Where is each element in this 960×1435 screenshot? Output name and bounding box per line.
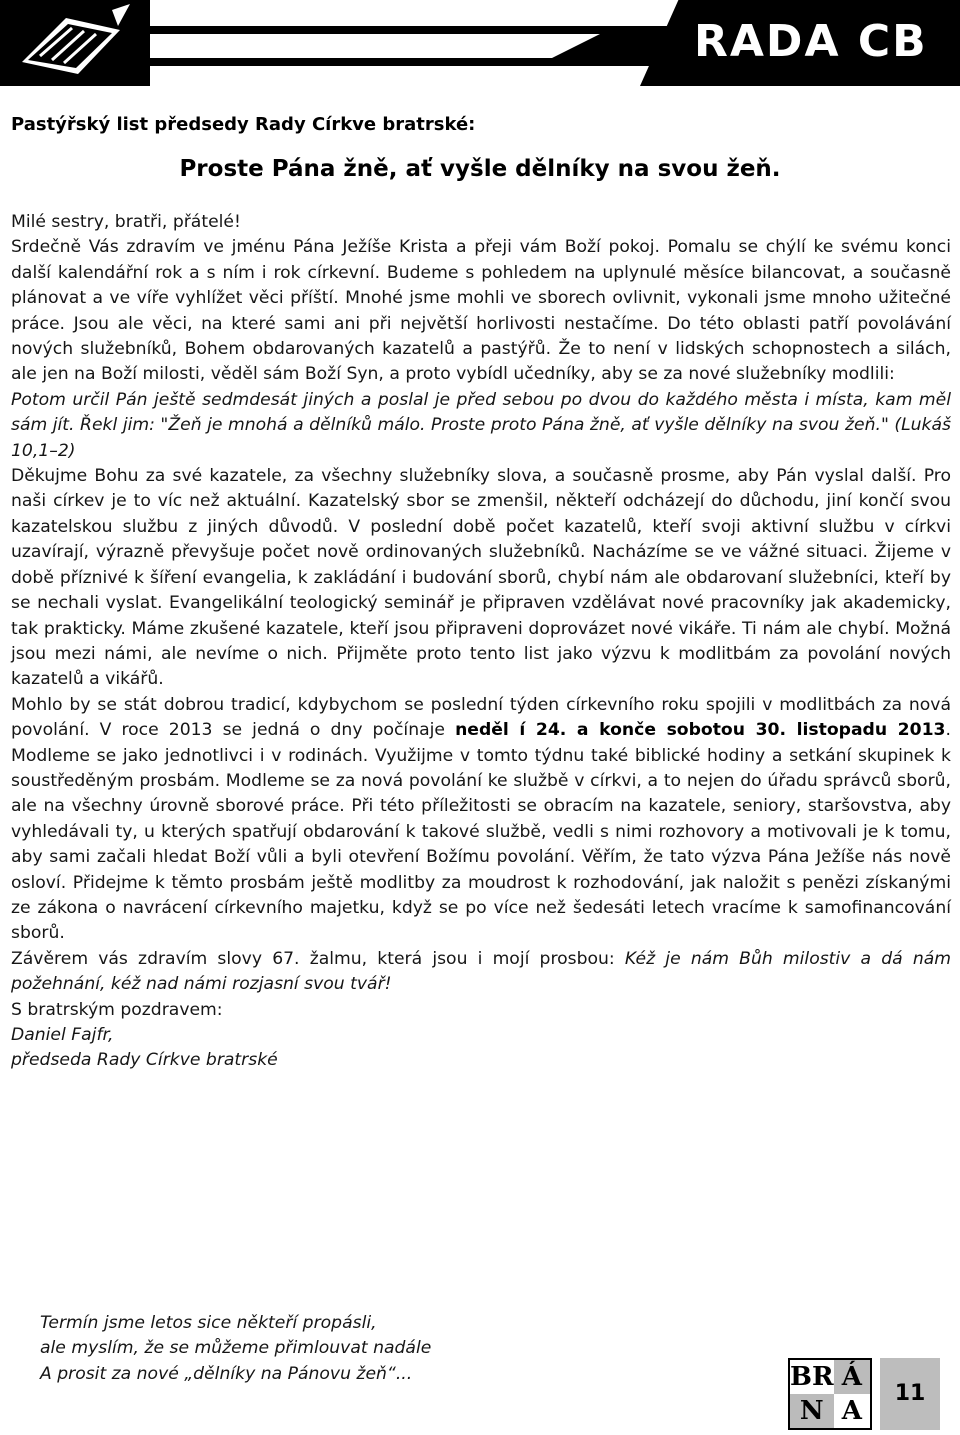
header-title: RADA CB bbox=[694, 16, 928, 67]
brana-logo bbox=[788, 1358, 872, 1430]
paragraph-1: Srdečně Vás zdravím ve jménu Pána Ježíše Krista a přeji vám Boží pokoj. Pomalu se chýlí ke svému konci další kalendářní rok a s ním i rok církevní. Budeme s pohledem na uplynulé měsíce bilancovat, a současně plánovat a ve víře vyhlížet věci příští. Mnohé jsme mohli ve sborech ovlivnit, vykonali jsme mnoho užitečné práce. Jsou ale věci, na které sami ani při největší horlivosti nestačíme. Do této oblasti patří povolávání nových služebníků, Bohem obdarovaných kazatelů a pastýřů. Že to není v lidských schopnostech a silách, ale jen na Boží milosti, věděl sám Boží Syn, a proto vybídl učedníky, aby se za nové služebníky modlili: bbox=[11, 237, 951, 385]
logo-letter: Á bbox=[834, 1360, 870, 1394]
article-headline: Proste Pána žně, ať vyšle dělníky na svou žeň. bbox=[179, 156, 781, 182]
poem-line: Termín jsme letos sice někteří propásli, bbox=[40, 1313, 377, 1333]
paragraph-3 bbox=[11, 693, 951, 947]
poem-line: ale myslím, že se můžeme přimlouvat nadále bbox=[40, 1338, 432, 1359]
psalm-quote: Kéž je nám Bůh milostiv a dá nám požehnání, kéž nad námi rozjasní svou tvář! bbox=[11, 948, 951, 995]
paragraph-2: Děkujme Bohu za své kazatele, za všechny služebníky slova, a současně prosme, aby Pán vyslal další. Pro naši církev je to víc než aktuální. Kazatelský sbor se zmenšil, někteří odcházejí do důchodu, jiní končí svou kazatelskou službu z jiných důvodů. V poslední době počet kazatelů, kteří svoji aktivní službu v církvi uzavírají, výrazně převyšuje počet nově ordinovaných služebníků. Nacházíme se ve vážné situaci. Žijeme v době příznivé k šíření evangelia, k zakládání i budování sborů, chybí nám ale obdarovaní služebníci, kteří by se nechali vyslat. Evangelikální teologický seminář je připraven vzdělávat nové pracovníky jak akademicky, tak prakticky. Máme zkušené kazatele, kteří jsou připraveni doprovázet nové vikáře. Ti nám ale chybí. Možná jsou mezi námi, ale nevíme o nich. Přijměte proto tento list jako výzvu k modlitbám za povolání nových kazatelů a vikářů. bbox=[11, 466, 951, 690]
closing: S bratrským pozdravem: bbox=[11, 999, 223, 1020]
poem-line: A prosit za nové „dělníky na Pánovu žeň“... bbox=[40, 1363, 413, 1384]
signature-name: Daniel Fajfr, bbox=[11, 1025, 114, 1045]
signature-role: předseda Rady Církve bratrské bbox=[11, 1050, 278, 1071]
section-label: Pastýřský list předsedy Rady Církve bratrské: bbox=[11, 114, 476, 135]
prayer-week-dates: neděl í 24. a konče sobotou 30. listopadu 2013 bbox=[455, 720, 946, 741]
article-body bbox=[11, 210, 951, 1074]
logo-letter: N bbox=[790, 1394, 834, 1428]
greeting: Milé sestry, bratři, přátelé! bbox=[11, 212, 241, 232]
book-icon bbox=[0, 0, 150, 86]
scripture-quote: Potom určil Pán ještě sedmdesát jiných a poslal je před sebou po dvou do každého města i místa, kam měl sám jít. Řekl jim: "Žeň je mnohá a dělníků málo. Proste proto Pána žně, ať vyšle dělníky na svou žeň." (Lukáš 10,1–2) bbox=[11, 389, 951, 461]
page-number: 11 bbox=[880, 1358, 940, 1430]
paragraph-3-start: Mohlo by se stát dobrou tradicí, kdybychom se poslední týden církevního roku spojili v modlitbách za nová povolání. V roce 2013 se jedná o dny počínaje bbox=[11, 694, 951, 741]
paragraph-3-end: . Modleme se jako jednotlivci i v rodinách. Využijme v tomto týdnu také biblické hodiny a setkání skupinek k soustředěným prosbám. Modleme se za nová povolání ke službě v církvi, a to nejen do úřadu správců sborů, ale na všechny úrovně sborové práce. Při této příležitosti se obracím na kazatele, seniory, staršovstva, aby vyhledávali ty, u kterých spatřují obdarování k takové službě, vedli s nimi rozhovory a motivovali je k tomu, aby sami začali hledat Boží vůli a byli otevření Božímu povolání. Věřím, že tato výzva Pána Ježíše nás nově osloví. Přidejme k těmto prosbám ještě modlitby za moudrost k rozhodování, jak naložit s penězi získanými ze zákona o navrácení církevního majetku, když se po více než šedesáti letech vracíme k samofinancování sborů. bbox=[11, 720, 951, 944]
footer-poem bbox=[40, 1311, 740, 1387]
paragraph-4-start: Závěrem vás zdravím slovy 67. žalmu, která jsou i mojí prosbou: bbox=[11, 948, 625, 969]
paragraph-4 bbox=[11, 947, 951, 998]
header-banner bbox=[0, 0, 960, 86]
logo-letter: A bbox=[841, 1396, 862, 1426]
logo-letter: BR bbox=[790, 1362, 834, 1392]
